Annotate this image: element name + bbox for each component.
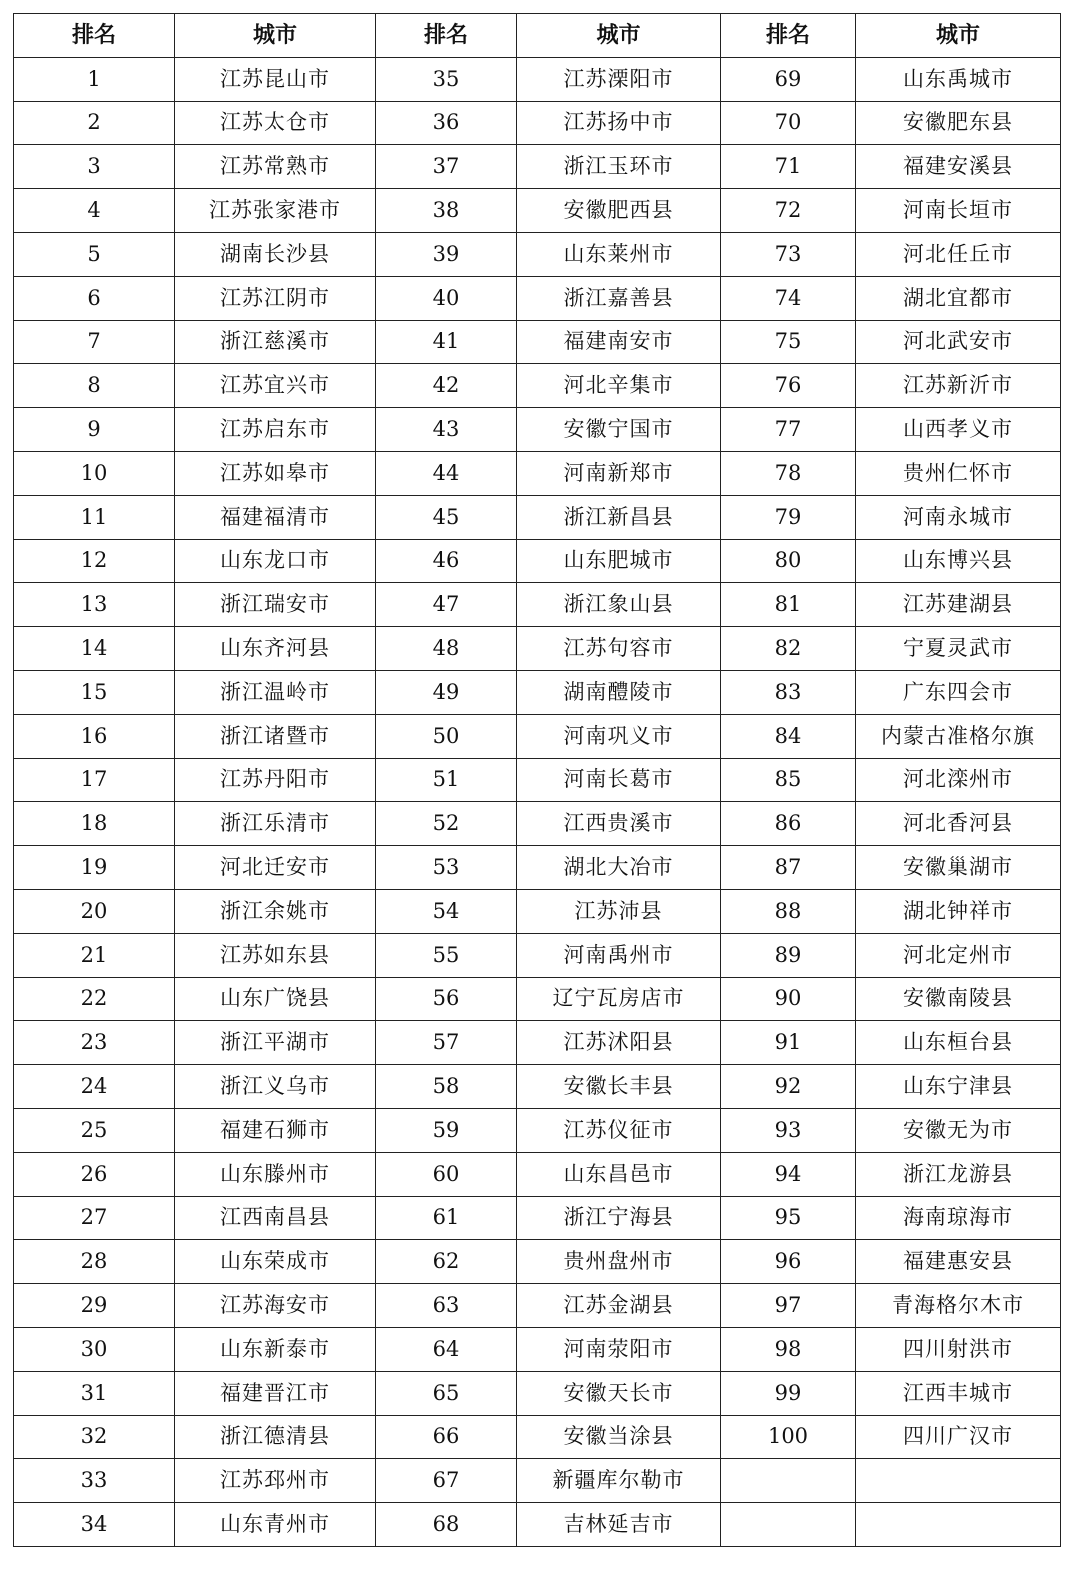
rank-cell: 27 [14, 1196, 175, 1240]
rank-cell: 15 [14, 670, 175, 714]
table-row [14, 451, 1061, 495]
rank-cell: 12 [14, 539, 175, 583]
city-cell: 福建福清市 [175, 495, 376, 539]
rank-cell: 94 [721, 1152, 856, 1196]
rank-cell: 78 [721, 451, 856, 495]
city-cell: 福建南安市 [517, 320, 721, 364]
header-rank-1: 排名 [14, 14, 175, 58]
rank-cell: 52 [376, 802, 517, 846]
rank-cell: 36 [376, 101, 517, 145]
city-cell: 四川广汉市 [856, 1415, 1061, 1459]
city-cell: 四川射洪市 [856, 1327, 1061, 1371]
rank-cell: 72 [721, 189, 856, 233]
city-cell: 青海格尔木市 [856, 1284, 1061, 1328]
city-cell: 山东博兴县 [856, 539, 1061, 583]
rank-cell: 31 [14, 1371, 175, 1415]
city-cell: 山东龙口市 [175, 539, 376, 583]
table-row [14, 1065, 1061, 1109]
rank-cell: 80 [721, 539, 856, 583]
city-cell: 宁夏灵武市 [856, 627, 1061, 671]
table-row [14, 320, 1061, 364]
rank-cell: 49 [376, 670, 517, 714]
city-cell: 山东莱州市 [517, 232, 721, 276]
rank-cell: 8 [14, 364, 175, 408]
table-row [14, 57, 1061, 101]
table-row [14, 276, 1061, 320]
city-cell: 江苏仪征市 [517, 1108, 721, 1152]
city-cell: 浙江诸暨市 [175, 714, 376, 758]
rank-cell: 43 [376, 408, 517, 452]
rank-cell: 56 [376, 977, 517, 1021]
rank-cell: 7 [14, 320, 175, 364]
rank-cell: 59 [376, 1108, 517, 1152]
city-cell: 安徽天长市 [517, 1371, 721, 1415]
city-cell: 江苏如东县 [175, 933, 376, 977]
table-row [14, 1152, 1061, 1196]
rank-cell: 54 [376, 889, 517, 933]
city-cell: 安徽当涂县 [517, 1415, 721, 1459]
rank-cell: 32 [14, 1415, 175, 1459]
city-cell: 安徽南陵县 [856, 977, 1061, 1021]
rank-cell: 79 [721, 495, 856, 539]
city-cell: 安徽无为市 [856, 1108, 1061, 1152]
rank-cell: 66 [376, 1415, 517, 1459]
city-cell: 浙江余姚市 [175, 889, 376, 933]
rank-cell: 50 [376, 714, 517, 758]
rank-cell: 28 [14, 1240, 175, 1284]
city-cell [856, 1459, 1061, 1503]
rank-cell: 37 [376, 145, 517, 189]
rank-cell: 75 [721, 320, 856, 364]
city-cell: 河南长垣市 [856, 189, 1061, 233]
city-cell: 江西贵溪市 [517, 802, 721, 846]
rank-cell: 24 [14, 1065, 175, 1109]
rank-cell: 26 [14, 1152, 175, 1196]
city-cell: 浙江瑞安市 [175, 583, 376, 627]
city-cell: 河北武安市 [856, 320, 1061, 364]
table-row [14, 1240, 1061, 1284]
table-row [14, 495, 1061, 539]
rank-cell: 84 [721, 714, 856, 758]
city-cell: 湖南长沙县 [175, 232, 376, 276]
rank-cell: 100 [721, 1415, 856, 1459]
header-city-1: 城市 [175, 14, 376, 58]
rank-cell: 23 [14, 1021, 175, 1065]
city-cell: 安徽肥西县 [517, 189, 721, 233]
city-cell: 福建晋江市 [175, 1371, 376, 1415]
table-row [14, 189, 1061, 233]
rank-cell: 83 [721, 670, 856, 714]
city-cell: 江苏丹阳市 [175, 758, 376, 802]
table-body [14, 57, 1061, 1546]
rank-cell: 44 [376, 451, 517, 495]
city-cell: 河北辛集市 [517, 364, 721, 408]
city-cell: 河北定州市 [856, 933, 1061, 977]
rank-cell: 81 [721, 583, 856, 627]
city-cell: 山东青州市 [175, 1503, 376, 1547]
city-cell: 贵州仁怀市 [856, 451, 1061, 495]
rank-cell: 22 [14, 977, 175, 1021]
rank-cell: 16 [14, 714, 175, 758]
city-cell: 浙江温岭市 [175, 670, 376, 714]
city-cell: 贵州盘州市 [517, 1240, 721, 1284]
rank-cell: 57 [376, 1021, 517, 1065]
city-cell: 安徽肥东县 [856, 101, 1061, 145]
rank-cell: 29 [14, 1284, 175, 1328]
rank-cell: 88 [721, 889, 856, 933]
rank-cell: 69 [721, 57, 856, 101]
city-cell: 福建石狮市 [175, 1108, 376, 1152]
rank-cell: 82 [721, 627, 856, 671]
rank-cell: 96 [721, 1240, 856, 1284]
city-cell: 浙江平湖市 [175, 1021, 376, 1065]
city-cell: 江苏宜兴市 [175, 364, 376, 408]
city-cell: 内蒙古准格尔旗 [856, 714, 1061, 758]
rank-cell: 63 [376, 1284, 517, 1328]
city-cell [856, 1503, 1061, 1547]
city-cell: 江苏江阴市 [175, 276, 376, 320]
table-row [14, 364, 1061, 408]
city-cell: 河南永城市 [856, 495, 1061, 539]
rank-cell: 60 [376, 1152, 517, 1196]
rank-cell: 91 [721, 1021, 856, 1065]
rank-cell: 25 [14, 1108, 175, 1152]
city-cell: 浙江宁海县 [517, 1196, 721, 1240]
rank-cell: 86 [721, 802, 856, 846]
city-cell: 吉林延吉市 [517, 1503, 721, 1547]
table-row [14, 232, 1061, 276]
rank-cell: 85 [721, 758, 856, 802]
city-cell: 河北迁安市 [175, 846, 376, 890]
header-city-2: 城市 [517, 14, 721, 58]
rank-cell: 45 [376, 495, 517, 539]
rank-cell: 14 [14, 627, 175, 671]
city-cell: 新疆库尔勒市 [517, 1459, 721, 1503]
rank-cell: 89 [721, 933, 856, 977]
table-row [14, 101, 1061, 145]
rank-cell: 99 [721, 1371, 856, 1415]
rank-cell: 55 [376, 933, 517, 977]
city-cell: 福建惠安县 [856, 1240, 1061, 1284]
rank-cell [721, 1459, 856, 1503]
table-row [14, 1284, 1061, 1328]
city-cell: 安徽长丰县 [517, 1065, 721, 1109]
city-cell: 江苏句容市 [517, 627, 721, 671]
city-cell: 河南新郑市 [517, 451, 721, 495]
table-row [14, 539, 1061, 583]
city-cell: 山东昌邑市 [517, 1152, 721, 1196]
table-row [14, 977, 1061, 1021]
city-cell: 山西孝义市 [856, 408, 1061, 452]
city-cell: 山东广饶县 [175, 977, 376, 1021]
rank-cell: 74 [721, 276, 856, 320]
city-cell: 山东荣成市 [175, 1240, 376, 1284]
rank-cell: 1 [14, 57, 175, 101]
rank-cell: 41 [376, 320, 517, 364]
city-cell: 江苏溧阳市 [517, 57, 721, 101]
city-cell: 江苏昆山市 [175, 57, 376, 101]
rank-cell: 93 [721, 1108, 856, 1152]
city-cell: 浙江乐清市 [175, 802, 376, 846]
rank-cell: 6 [14, 276, 175, 320]
rank-cell: 62 [376, 1240, 517, 1284]
city-cell: 辽宁瓦房店市 [517, 977, 721, 1021]
city-cell: 河北任丘市 [856, 232, 1061, 276]
rank-cell: 46 [376, 539, 517, 583]
table-row [14, 145, 1061, 189]
rank-cell: 67 [376, 1459, 517, 1503]
city-cell: 山东肥城市 [517, 539, 721, 583]
header-row [14, 14, 1061, 58]
city-cell: 江苏新沂市 [856, 364, 1061, 408]
city-cell: 江西南昌县 [175, 1196, 376, 1240]
city-cell: 江苏建湖县 [856, 583, 1061, 627]
rank-cell: 61 [376, 1196, 517, 1240]
table-row [14, 846, 1061, 890]
city-cell: 安徽巢湖市 [856, 846, 1061, 890]
city-cell: 江苏如皋市 [175, 451, 376, 495]
rank-cell: 9 [14, 408, 175, 452]
rank-cell: 47 [376, 583, 517, 627]
city-cell: 江苏沛县 [517, 889, 721, 933]
rank-cell: 90 [721, 977, 856, 1021]
city-cell: 江苏启东市 [175, 408, 376, 452]
city-cell: 海南琼海市 [856, 1196, 1061, 1240]
header-rank-3: 排名 [721, 14, 856, 58]
table-row [14, 1327, 1061, 1371]
header-city-3: 城市 [856, 14, 1061, 58]
city-cell: 河北滦州市 [856, 758, 1061, 802]
table-row [14, 1196, 1061, 1240]
city-cell: 浙江龙游县 [856, 1152, 1061, 1196]
city-cell: 河南荥阳市 [517, 1327, 721, 1371]
rank-cell: 13 [14, 583, 175, 627]
table-row [14, 1415, 1061, 1459]
city-cell: 江苏邳州市 [175, 1459, 376, 1503]
table-row [14, 627, 1061, 671]
city-cell: 江苏海安市 [175, 1284, 376, 1328]
rank-cell: 77 [721, 408, 856, 452]
rank-cell: 39 [376, 232, 517, 276]
city-cell: 江苏常熟市 [175, 145, 376, 189]
city-cell: 广东四会市 [856, 670, 1061, 714]
city-cell: 安徽宁国市 [517, 408, 721, 452]
rank-cell: 20 [14, 889, 175, 933]
city-cell: 山东宁津县 [856, 1065, 1061, 1109]
rank-cell: 40 [376, 276, 517, 320]
table-row [14, 1503, 1061, 1547]
table-row [14, 933, 1061, 977]
city-cell: 浙江义乌市 [175, 1065, 376, 1109]
rank-cell: 51 [376, 758, 517, 802]
city-cell: 浙江新昌县 [517, 495, 721, 539]
city-cell: 河北香河县 [856, 802, 1061, 846]
rank-cell: 4 [14, 189, 175, 233]
rank-cell: 65 [376, 1371, 517, 1415]
rank-cell: 48 [376, 627, 517, 671]
rank-cell: 58 [376, 1065, 517, 1109]
city-cell: 湖北钟祥市 [856, 889, 1061, 933]
ranking-table [13, 13, 1061, 1547]
rank-cell: 5 [14, 232, 175, 276]
rank-cell: 10 [14, 451, 175, 495]
city-cell: 江苏太仓市 [175, 101, 376, 145]
rank-cell: 92 [721, 1065, 856, 1109]
city-cell: 湖北大冶市 [517, 846, 721, 890]
rank-cell: 3 [14, 145, 175, 189]
table-row [14, 1371, 1061, 1415]
city-cell: 河南巩义市 [517, 714, 721, 758]
city-cell: 湖南醴陵市 [517, 670, 721, 714]
header-rank-2: 排名 [376, 14, 517, 58]
rank-cell: 98 [721, 1327, 856, 1371]
rank-cell: 70 [721, 101, 856, 145]
table-row [14, 714, 1061, 758]
rank-cell: 68 [376, 1503, 517, 1547]
table-row [14, 1108, 1061, 1152]
city-cell: 江苏扬中市 [517, 101, 721, 145]
city-cell: 江西丰城市 [856, 1371, 1061, 1415]
rank-cell: 35 [376, 57, 517, 101]
city-cell: 浙江慈溪市 [175, 320, 376, 364]
table-row [14, 583, 1061, 627]
rank-cell: 42 [376, 364, 517, 408]
rank-cell: 11 [14, 495, 175, 539]
table-row [14, 1021, 1061, 1065]
rank-cell: 21 [14, 933, 175, 977]
rank-cell: 34 [14, 1503, 175, 1547]
rank-cell: 2 [14, 101, 175, 145]
table-row [14, 889, 1061, 933]
rank-cell: 95 [721, 1196, 856, 1240]
city-cell: 浙江嘉善县 [517, 276, 721, 320]
rank-cell: 73 [721, 232, 856, 276]
city-cell: 河南禹州市 [517, 933, 721, 977]
city-cell: 湖北宜都市 [856, 276, 1061, 320]
table-row [14, 758, 1061, 802]
city-cell: 江苏金湖县 [517, 1284, 721, 1328]
rank-cell: 97 [721, 1284, 856, 1328]
city-cell: 山东滕州市 [175, 1152, 376, 1196]
rank-cell: 30 [14, 1327, 175, 1371]
city-cell: 山东新泰市 [175, 1327, 376, 1371]
rank-cell: 38 [376, 189, 517, 233]
rank-cell: 76 [721, 364, 856, 408]
table-row [14, 1459, 1061, 1503]
rank-cell: 53 [376, 846, 517, 890]
city-cell: 河南长葛市 [517, 758, 721, 802]
table-row [14, 670, 1061, 714]
city-cell: 山东桓台县 [856, 1021, 1061, 1065]
city-cell: 浙江德清县 [175, 1415, 376, 1459]
city-cell: 山东齐河县 [175, 627, 376, 671]
rank-cell: 87 [721, 846, 856, 890]
city-cell: 福建安溪县 [856, 145, 1061, 189]
rank-cell: 19 [14, 846, 175, 890]
city-cell: 浙江玉环市 [517, 145, 721, 189]
city-cell: 山东禹城市 [856, 57, 1061, 101]
city-cell: 浙江象山县 [517, 583, 721, 627]
table-row [14, 802, 1061, 846]
city-cell: 江苏张家港市 [175, 189, 376, 233]
rank-cell: 33 [14, 1459, 175, 1503]
table-header [14, 14, 1061, 58]
city-cell: 江苏沭阳县 [517, 1021, 721, 1065]
table-row [14, 408, 1061, 452]
rank-cell: 18 [14, 802, 175, 846]
rank-cell [721, 1503, 856, 1547]
rank-cell: 64 [376, 1327, 517, 1371]
rank-cell: 71 [721, 145, 856, 189]
rank-cell: 17 [14, 758, 175, 802]
